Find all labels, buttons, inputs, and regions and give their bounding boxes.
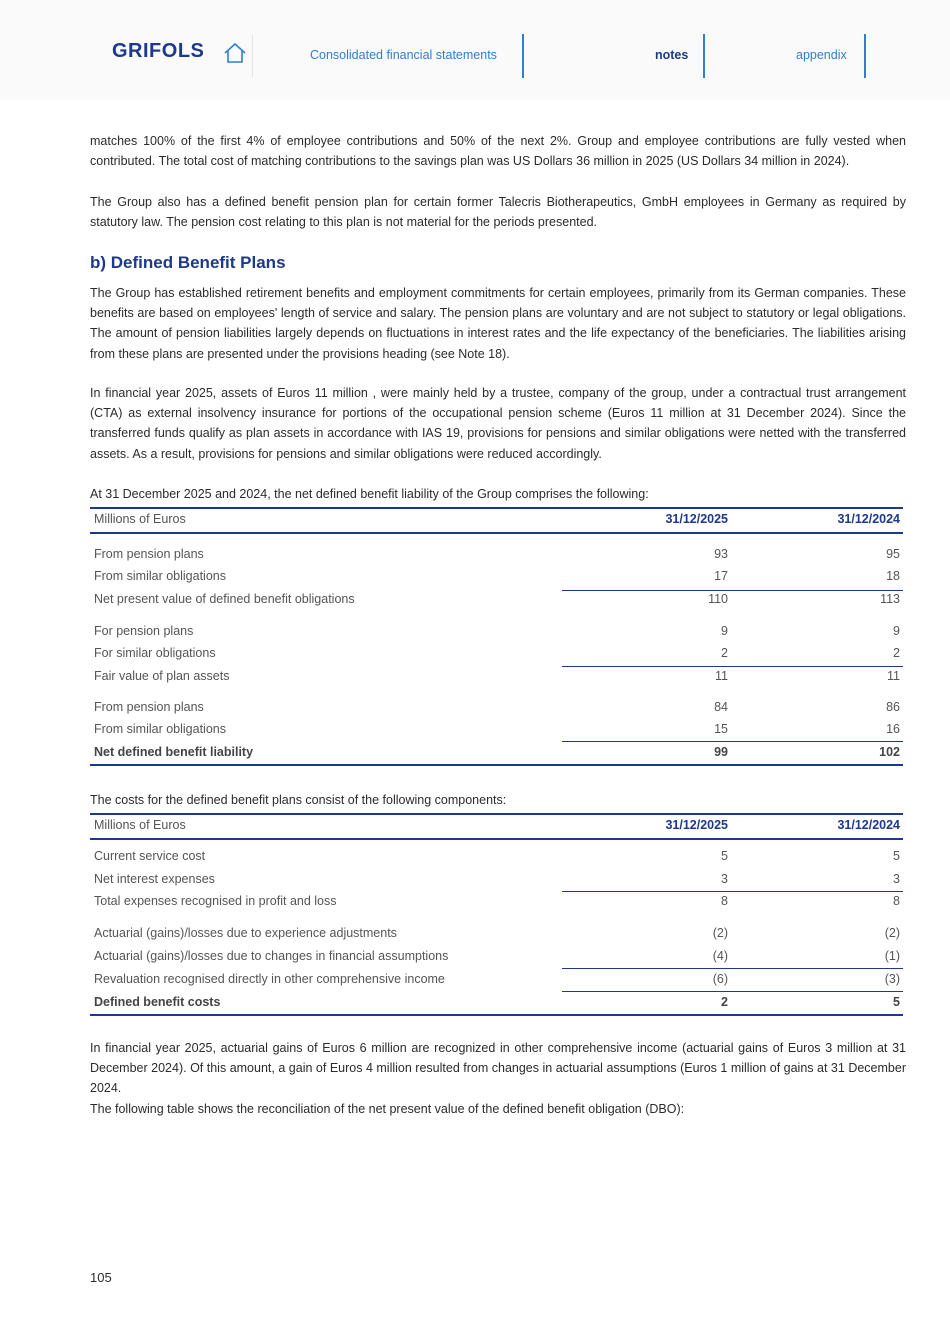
row-value-2024: 11 (887, 669, 900, 683)
page-number: 105 (90, 1270, 112, 1285)
row-label: Total expenses recognised in profit and loss (94, 894, 337, 908)
header-divider (703, 34, 705, 78)
nav-consolidated-financial-statements[interactable]: Consolidated financial statements (310, 48, 497, 62)
table-row (90, 697, 903, 719)
row-value-2024: 86 (886, 700, 900, 714)
page-header (0, 0, 950, 100)
row-value-2025: 9 (721, 624, 728, 638)
table2-caption: The costs for the defined benefit plans consist of the following components: (90, 793, 507, 807)
row-label: From similar obligations (94, 569, 226, 583)
header-col-2024: 31/12/2024 (837, 512, 900, 526)
table-row (90, 969, 903, 991)
header-label: Millions of Euros (94, 818, 186, 832)
row-value-2024: (2) (884, 926, 900, 940)
row-label: From similar obligations (94, 722, 226, 736)
row-value-2024: 102 (879, 745, 900, 759)
row-value-2025: (2) (712, 926, 728, 940)
nav-appendix[interactable]: appendix (796, 48, 847, 62)
row-value-2025: 17 (714, 569, 728, 583)
header-col-2025: 31/12/2025 (665, 818, 728, 832)
table-header (90, 507, 903, 534)
row-label: For pension plans (94, 624, 194, 638)
table-bottom-rule (90, 1014, 903, 1016)
nav-notes[interactable]: notes (655, 48, 689, 62)
row-value-2025: 3 (721, 872, 728, 886)
table-bottom-rule (90, 764, 903, 766)
section-heading: b) Defined Benefit Plans (90, 253, 286, 272)
row-value-2024: 113 (880, 592, 900, 606)
table-row (90, 566, 903, 588)
table1-caption: At 31 December 2025 and 2024, the net defined benefit liability of the Group comprises the following: (90, 487, 649, 501)
row-value-2025: 110 (708, 592, 728, 606)
paragraph-benefit-plans: The Group has established retirement benefits and employment commitments for certain employees, primarily from its German companies. These benefits are based on employees' length of service and salary. The pension plans are voluntary and are not subject to statutory or legal obligations. The amount of pension liabilities largely depends on fluctuations in interest rates and the life expectancy of the beneficiaries. The liabilities arising from these plans are presented under the provisions heading (see Note 18). (90, 286, 906, 361)
row-value-2024: 16 (886, 722, 900, 736)
grifols-logo[interactable]: GRIFOLS (112, 40, 205, 62)
table-row (90, 946, 903, 968)
row-value-2024: 5 (893, 995, 900, 1009)
row-label: Actuarial (gains)/losses due to experience adjustments (94, 926, 397, 940)
row-label: Actuarial (gains)/losses due to changes in financial assumptions (94, 949, 449, 963)
table-header (90, 813, 903, 840)
table-row (90, 869, 903, 891)
row-value-2024: 5 (893, 849, 900, 863)
table-total-row (90, 742, 903, 764)
row-value-2025: 5 (721, 849, 728, 863)
table-row (90, 544, 903, 566)
row-label: For similar obligations (94, 646, 216, 660)
row-label: Defined benefit costs (94, 995, 221, 1009)
table-row (90, 846, 903, 868)
row-value-2024: 18 (886, 569, 900, 583)
header-col-2025: 31/12/2025 (665, 512, 728, 526)
table-row (90, 666, 903, 688)
header-divider (252, 35, 253, 77)
table-row (90, 621, 903, 643)
paragraph-actuarial-gains: In financial year 2025, actuarial gains of Euros 6 million are recognized in other comprehensive income (actuarial gains of Euros 3 million at 31 December 2024). Of this amount, a gain of Euros 4 million resulted from changes in actuarial assumptions (Euros 1 million of gains at 31 December 2024. (90, 1041, 906, 1096)
row-value-2024: (3) (884, 972, 900, 986)
table-row (90, 891, 903, 913)
header-divider (522, 34, 524, 78)
row-value-2024: 3 (893, 872, 900, 886)
header-label: Millions of Euros (94, 512, 186, 526)
paragraph-talecris-plan: The Group also has a defined benefit pension plan for certain former Talecris Biotherapeutics, GmbH employees in Germany as required by statutory law. The pension cost relating to this plan is not material for the periods presented. (90, 195, 906, 230)
row-label: Revaluation recognised directly in other comprehensive income (94, 972, 445, 986)
table-row (90, 719, 903, 741)
row-label: From pension plans (94, 547, 204, 561)
paragraph-plan-assets: In financial year 2025, assets of Euros 11 million , were mainly held by a trustee, company of the group, under a contractual trust arrangement (CTA) as external insolvency insurance for portions of the occupational pension scheme (Euros 11 million at 31 December 2024). Since the transferred funds qualify as plan assets in accordance with IAS 19, provisions for pensions and similar obligations were netted with the transferred assets. As a result, provisions for pensions and similar obligations were reduced accordingly. (90, 386, 906, 461)
row-value-2025: 2 (721, 646, 728, 660)
row-value-2025: 2 (721, 995, 728, 1009)
paragraph-dbo-reconciliation: The following table shows the reconciliation of the net present value of the defined benefit obligation (DBO): (90, 1102, 685, 1116)
row-value-2024: 95 (886, 547, 900, 561)
row-label: Current service cost (94, 849, 206, 863)
table-row (90, 643, 903, 665)
row-value-2024: 9 (893, 624, 900, 638)
row-value-2024: (1) (884, 949, 900, 963)
header-divider (864, 34, 866, 78)
table-row (90, 589, 903, 611)
row-label: Fair value of plan assets (94, 669, 230, 683)
row-value-2025: (6) (712, 972, 728, 986)
table-total-row (90, 992, 903, 1014)
row-value-2025: 93 (714, 547, 728, 561)
row-value-2025: 99 (714, 745, 728, 759)
row-value-2025: (4) (712, 949, 728, 963)
row-value-2025: 8 (721, 894, 728, 908)
header-col-2024: 31/12/2024 (837, 818, 900, 832)
row-value-2024: 2 (893, 646, 900, 660)
row-value-2025: 11 (715, 669, 728, 683)
table-row (90, 923, 903, 945)
row-label: Net defined benefit liability (94, 745, 254, 759)
row-value-2025: 15 (714, 722, 728, 736)
home-icon[interactable] (222, 40, 248, 66)
paragraph-savings-plan: matches 100% of the first 4% of employee contributions and 50% of the next 2%. Group and employee contributions are fully vested when contributed. The total cost of matching contributions to the savings plan was US Dollars 36 million in 2025 (US Dollars 34 million in 2024). (90, 134, 906, 169)
row-label: From pension plans (94, 700, 204, 714)
row-label: Net interest expenses (94, 872, 215, 886)
row-label: Net present value of defined benefit obligations (94, 592, 355, 606)
row-value-2024: 8 (893, 894, 900, 908)
row-value-2025: 84 (714, 700, 728, 714)
